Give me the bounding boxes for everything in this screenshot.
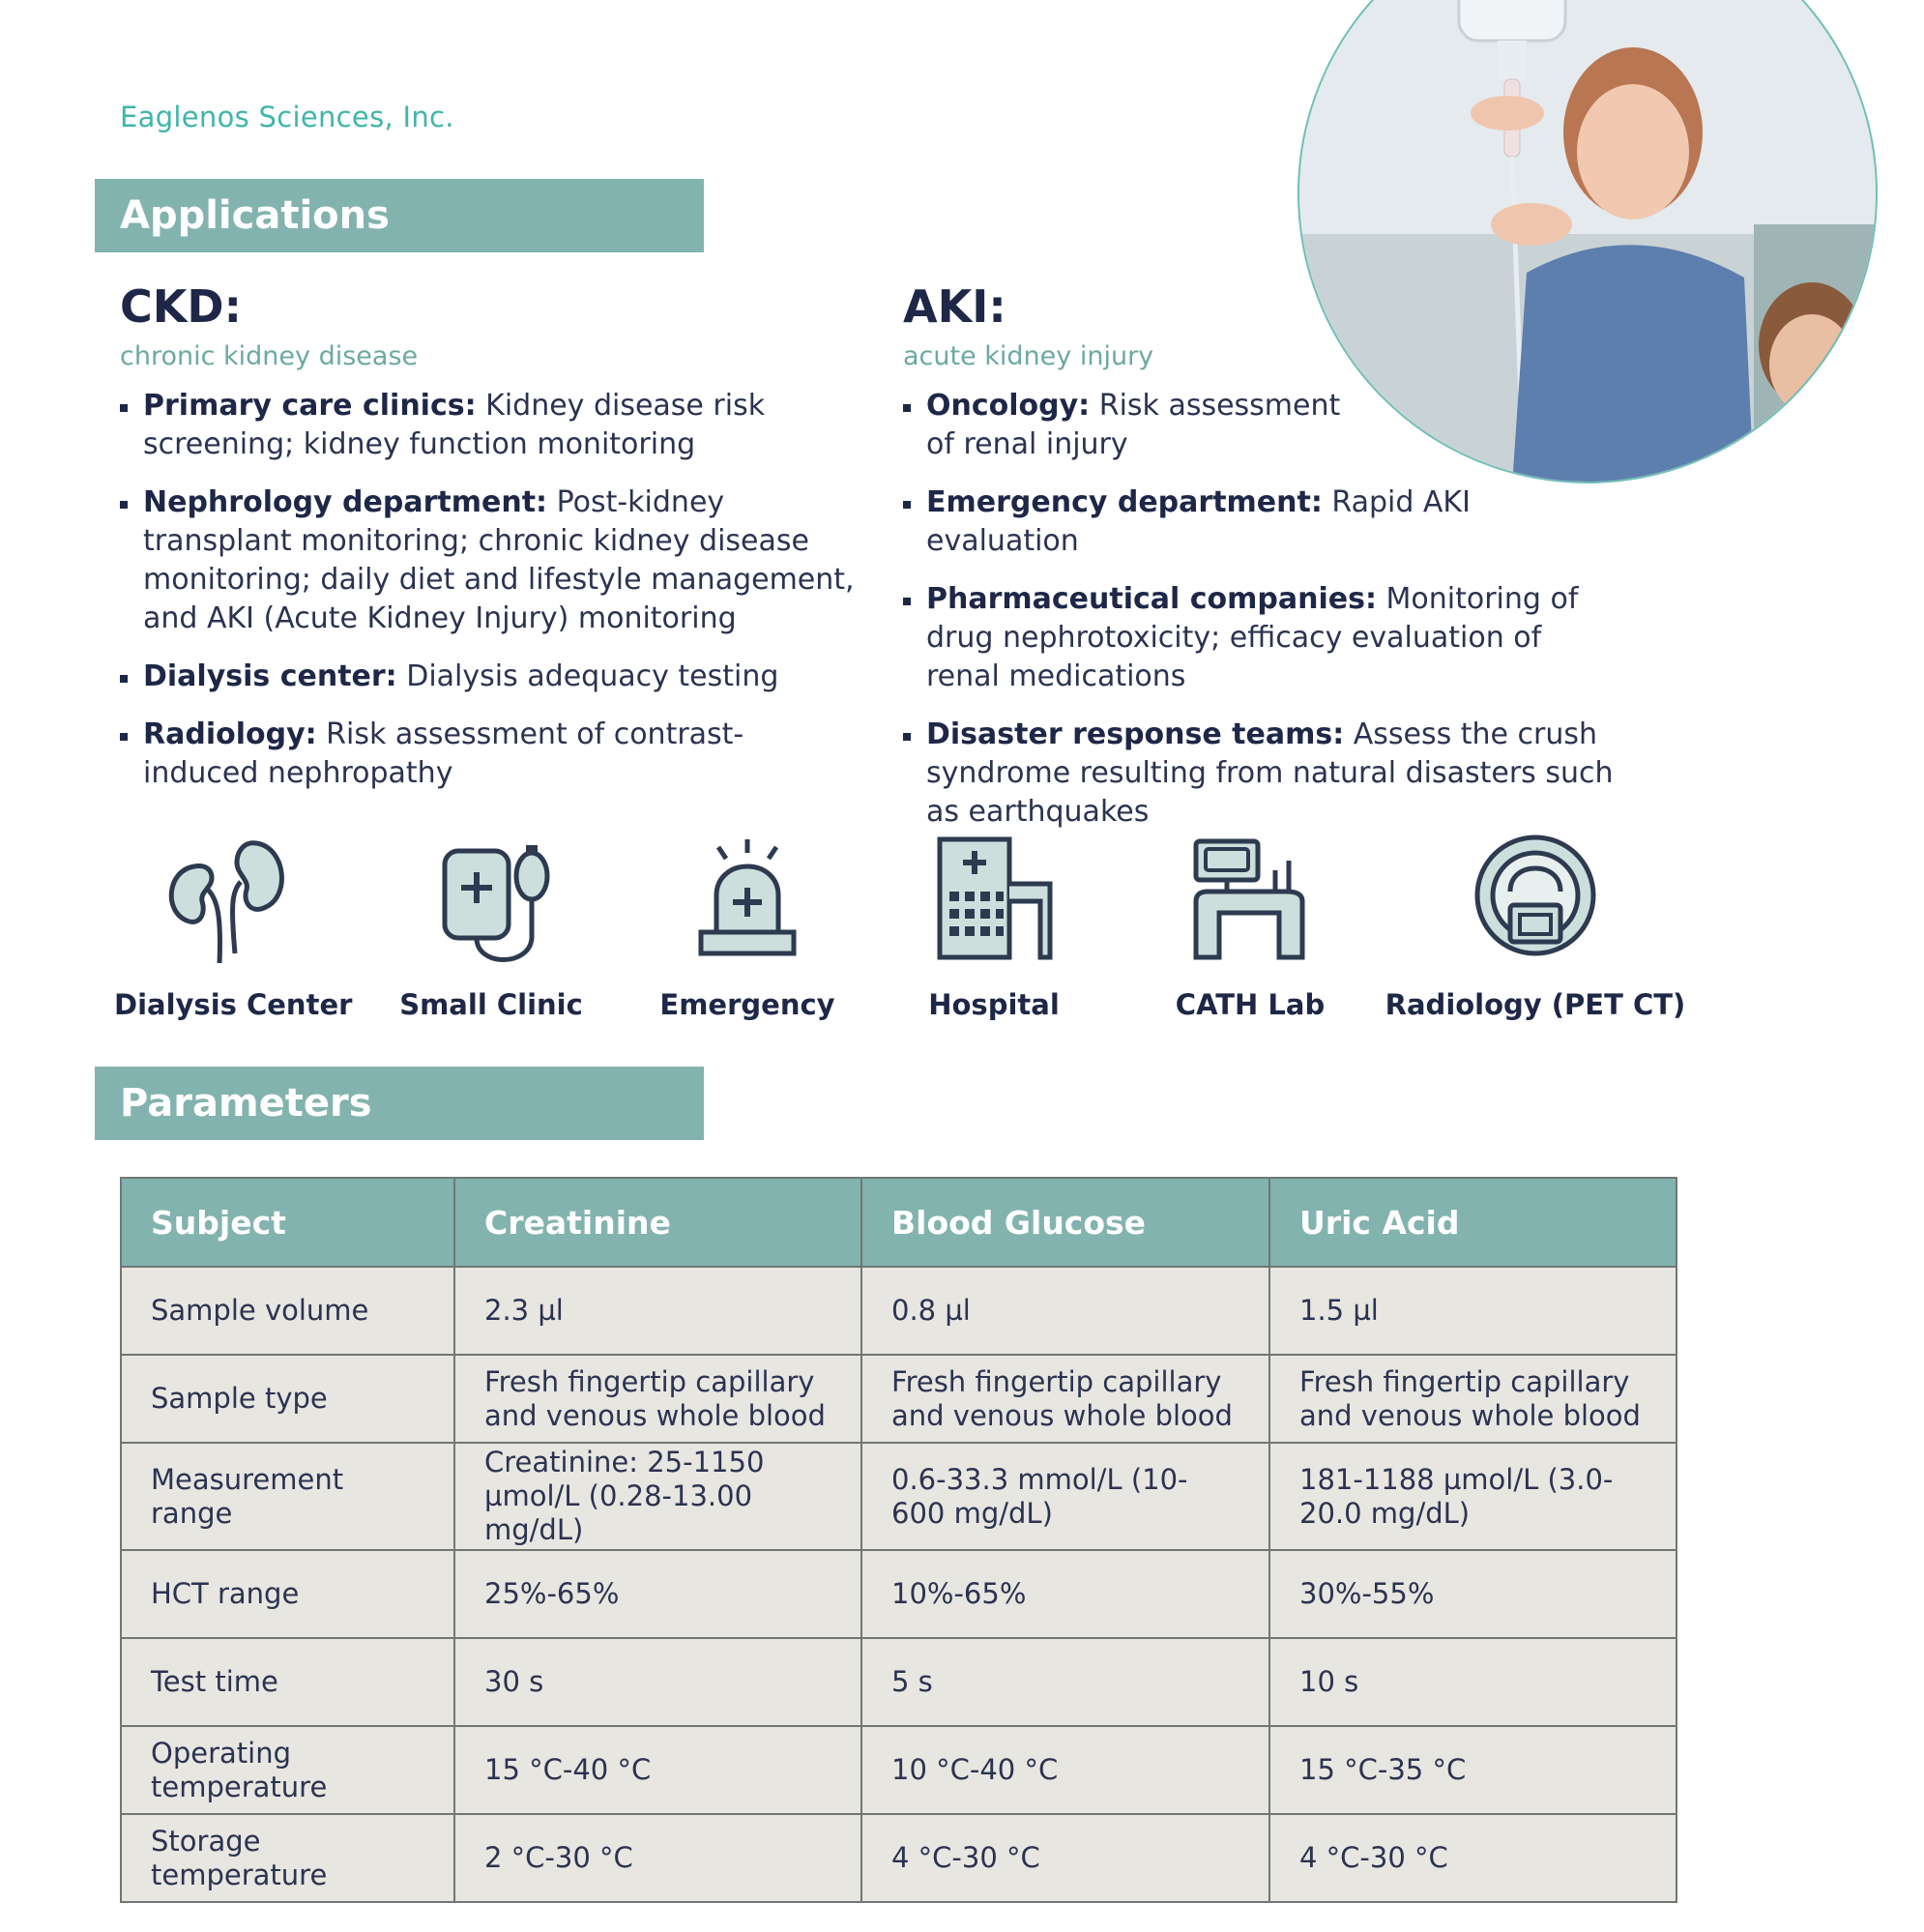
list-item [120, 483, 855, 638]
item-text: Monitoring of drug nephrotoxicity; efficacy evaluation of renal medications [926, 582, 1579, 693]
table-cell: 2 °C-30 °C [454, 1814, 861, 1902]
table-cell: 15 °C-35 °C [1269, 1726, 1676, 1814]
item-text: Risk assessment of contrast-induced nephropathy [143, 717, 744, 790]
item-text: Rapid AKI evaluation [926, 485, 1471, 558]
company-name: Eaglenos Sciences, Inc. [120, 101, 454, 133]
table-cell: Measurement range [121, 1443, 454, 1550]
cath-lab-icon [1182, 832, 1318, 967]
column-header: Creatinine [454, 1178, 861, 1267]
table-cell: 2.3 µl [454, 1267, 861, 1355]
table-cell: Sample volume [121, 1267, 454, 1355]
list-item [903, 483, 1618, 561]
table-cell: Fresh fingertip capillary and venous whole blood [454, 1355, 861, 1443]
item-text: Assess the crush syndrome resulting from natural disasters such as earthquakes [926, 717, 1614, 829]
kidney-icon [158, 832, 293, 967]
list-item [120, 387, 855, 464]
facility-dialysis-center [114, 832, 353, 1021]
icon-label: CATH Lab [1175, 988, 1326, 1021]
parameters-heading: Parameters [95, 1067, 704, 1140]
item-text: Risk assessment of renal injury [926, 389, 1341, 461]
list-item [903, 580, 1584, 696]
table-cell: 30%-55% [1269, 1550, 1676, 1638]
icon-label: Radiology (PET CT) [1385, 988, 1686, 1021]
icon-label: Hospital [928, 988, 1060, 1021]
table-row [121, 1550, 1676, 1638]
aki-subtitle: acute kidney injury [903, 341, 1154, 371]
icon-label: Dialysis Center [114, 988, 353, 1021]
item-bold: Nephrology department: [143, 485, 548, 519]
aki-list [903, 387, 1618, 832]
list-item [903, 387, 1361, 464]
list-item [903, 716, 1618, 832]
ckd-column [120, 280, 855, 812]
table-cell: Creatinine: 25-1150 µmol/L (0.28-13.00 mg/dL) [454, 1443, 861, 1550]
ckd-list [120, 387, 855, 793]
item-text: Post-kidney transplant monitoring; chronic kidney disease monitoring; daily diet and lifestyle management, and AKI (Acute Kidney Injury) monitoring [143, 485, 855, 635]
table-row [121, 1638, 1676, 1726]
pet-ct-scanner-icon [1468, 832, 1603, 967]
table-cell: Test time [121, 1638, 454, 1726]
hospital-icon [926, 832, 1062, 967]
facility-icons [95, 832, 1719, 1025]
table-cell: 4 °C-30 °C [1269, 1814, 1676, 1902]
aki-title: AKI: [903, 280, 1006, 333]
facility-cath-lab [1158, 832, 1342, 1021]
icon-label: Small Clinic [399, 988, 583, 1021]
aki-column [903, 280, 1618, 851]
table-row [121, 1267, 1676, 1355]
column-header: Subject [121, 1178, 454, 1267]
table-cell: Fresh fingertip capillary and venous whole blood [861, 1355, 1269, 1443]
list-item [120, 716, 855, 793]
item-text: Kidney disease risk screening; kidney function monitoring [143, 389, 766, 461]
ckd-subtitle: chronic kidney disease [120, 341, 419, 371]
item-bold: Radiology: [143, 717, 317, 751]
table-row [121, 1726, 1676, 1814]
table-cell: 1.5 µl [1269, 1267, 1676, 1355]
icon-label: Emergency [659, 988, 835, 1021]
table-row [121, 1355, 1676, 1443]
item-bold: Oncology: [926, 389, 1091, 423]
table-cell: 10%-65% [861, 1550, 1269, 1638]
facility-hospital [907, 832, 1081, 1021]
table-header-row [121, 1178, 1676, 1267]
table-cell: 10 s [1269, 1638, 1676, 1726]
facility-emergency [651, 832, 844, 1021]
table-cell: Sample type [121, 1355, 454, 1443]
table-cell: 15 °C-40 °C [454, 1726, 861, 1814]
table-cell: 5 s [861, 1638, 1269, 1726]
list-item [120, 658, 855, 696]
column-header: Blood Glucose [861, 1178, 1269, 1267]
table-cell: Storage temperature [121, 1814, 454, 1902]
table-row [121, 1814, 1676, 1902]
table-cell: 181-1188 µmol/L (3.0-20.0 mg/dL) [1269, 1443, 1676, 1550]
item-text: Dialysis adequacy testing [396, 659, 779, 693]
parameters-table [120, 1177, 1677, 1903]
table-cell: 10 °C-40 °C [861, 1726, 1269, 1814]
table-row [121, 1443, 1676, 1550]
column-header: Uric Acid [1269, 1178, 1676, 1267]
item-bold: Pharmaceutical companies: [926, 582, 1377, 616]
table-cell: 0.8 µl [861, 1267, 1269, 1355]
item-bold: Dialysis center: [143, 659, 397, 693]
table-cell: 0.6-33.3 mmol/L (10-600 mg/dL) [861, 1443, 1269, 1550]
item-bold: Disaster response teams: [926, 717, 1345, 751]
table-cell: Operating temperature [121, 1726, 454, 1814]
table-cell: 4 °C-30 °C [861, 1814, 1269, 1902]
emergency-siren-icon [680, 832, 815, 967]
ckd-title: CKD: [120, 280, 242, 333]
table-cell: 25%-65% [454, 1550, 861, 1638]
item-bold: Emergency department: [926, 485, 1323, 519]
applications-heading: Applications [95, 179, 704, 252]
table-cell: HCT range [121, 1550, 454, 1638]
table-cell: 30 s [454, 1638, 861, 1726]
table-cell: Fresh fingertip capillary and venous whole blood [1269, 1355, 1676, 1443]
facility-small-clinic [385, 832, 598, 1021]
clinic-device-icon [423, 832, 559, 967]
item-bold: Primary care clinics: [143, 389, 477, 423]
facility-radiology [1381, 832, 1690, 1021]
